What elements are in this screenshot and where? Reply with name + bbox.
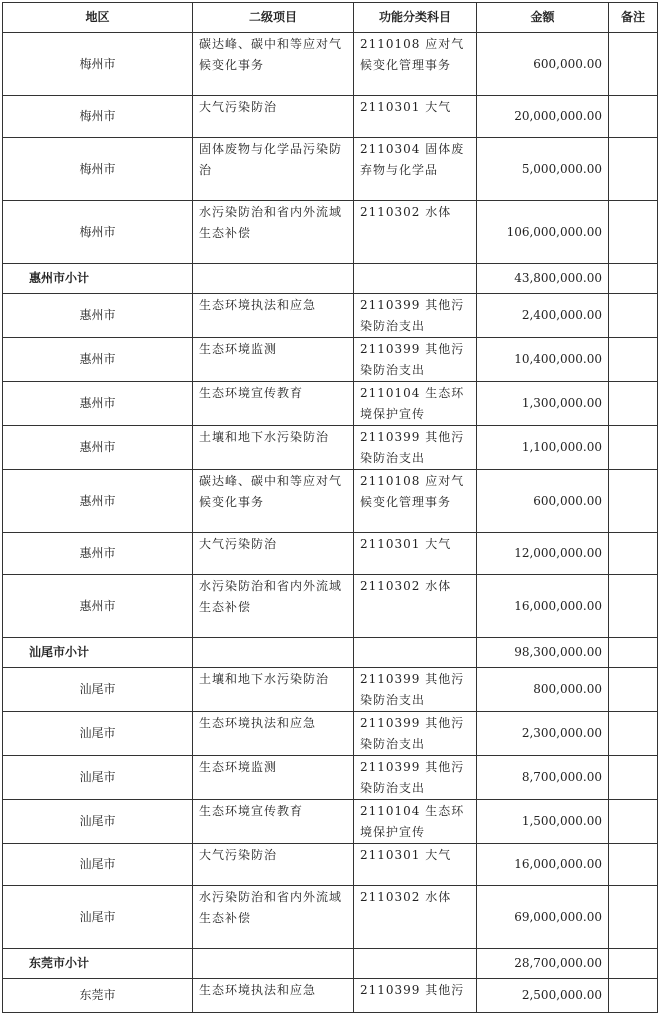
table-row xyxy=(3,382,658,426)
note-cell xyxy=(609,382,658,426)
func-cell: 2110104 生态环境保护宣传 xyxy=(354,800,477,844)
func-cell: 2110301 大气 xyxy=(354,533,477,575)
table-row xyxy=(3,138,658,201)
region-cell: 东莞市 xyxy=(3,979,193,1013)
item-cell: 碳达峰、碳中和等应对气候变化事务 xyxy=(193,470,354,533)
amount-cell: 2,400,000.00 xyxy=(477,294,609,338)
header-func: 功能分类科目 xyxy=(354,3,477,33)
amount-cell: 16,000,000.00 xyxy=(477,575,609,638)
func-cell: 2110399 其他污 xyxy=(354,979,477,1013)
func-cell: 2110399 其他污染防治支出 xyxy=(354,294,477,338)
amount-cell: 5,000,000.00 xyxy=(477,138,609,201)
subtotal-row xyxy=(3,264,658,294)
region-cell: 惠州市 xyxy=(3,575,193,638)
note-cell xyxy=(609,949,658,979)
budget-table xyxy=(2,2,658,1013)
item-cell: 生态环境宣传教育 xyxy=(193,382,354,426)
item-cell: 生态环境监测 xyxy=(193,338,354,382)
item-cell: 大气污染防治 xyxy=(193,533,354,575)
region-cell: 惠州市 xyxy=(3,294,193,338)
table-row xyxy=(3,668,658,712)
subtotal-label: 汕尾市小计 xyxy=(3,638,193,668)
table-row xyxy=(3,338,658,382)
item-cell: 碳达峰、碳中和等应对气候变化事务 xyxy=(193,33,354,96)
item-cell: 大气污染防治 xyxy=(193,96,354,138)
table-row xyxy=(3,201,658,264)
table-row xyxy=(3,886,658,949)
amount-cell: 600,000.00 xyxy=(477,33,609,96)
table-header-row xyxy=(3,3,658,33)
header-amount: 金额 xyxy=(477,3,609,33)
note-cell xyxy=(609,201,658,264)
region-cell: 梅州市 xyxy=(3,33,193,96)
subtotal-label: 惠州市小计 xyxy=(3,264,193,294)
region-cell: 惠州市 xyxy=(3,470,193,533)
func-cell: 2110108 应对气候变化管理事务 xyxy=(354,33,477,96)
amount-cell: 600,000.00 xyxy=(477,470,609,533)
item-cell: 水污染防治和省内外流域生态补偿 xyxy=(193,886,354,949)
note-cell xyxy=(609,886,658,949)
note-cell xyxy=(609,294,658,338)
table-row xyxy=(3,844,658,886)
func-cell: 2110399 其他污染防治支出 xyxy=(354,426,477,470)
subtotal-empty xyxy=(193,638,354,668)
subtotal-empty xyxy=(354,264,477,294)
item-cell: 大气污染防治 xyxy=(193,844,354,886)
func-cell: 2110302 水体 xyxy=(354,201,477,264)
note-cell xyxy=(609,96,658,138)
region-cell: 惠州市 xyxy=(3,338,193,382)
func-cell: 2110301 大气 xyxy=(354,96,477,138)
subtotal-empty xyxy=(354,638,477,668)
amount-cell: 2,300,000.00 xyxy=(477,712,609,756)
func-cell: 2110302 水体 xyxy=(354,575,477,638)
item-cell: 生态环境宣传教育 xyxy=(193,800,354,844)
amount-cell: 800,000.00 xyxy=(477,668,609,712)
region-cell: 汕尾市 xyxy=(3,668,193,712)
note-cell xyxy=(609,533,658,575)
note-cell xyxy=(609,575,658,638)
amount-cell: 16,000,000.00 xyxy=(477,844,609,886)
item-cell: 生态环境执法和应急 xyxy=(193,979,354,1013)
item-cell: 水污染防治和省内外流域生态补偿 xyxy=(193,575,354,638)
region-cell: 汕尾市 xyxy=(3,756,193,800)
amount-cell: 10,400,000.00 xyxy=(477,338,609,382)
func-cell: 2110108 应对气候变化管理事务 xyxy=(354,470,477,533)
item-cell: 土壤和地下水污染防治 xyxy=(193,426,354,470)
table-row xyxy=(3,533,658,575)
table-row xyxy=(3,756,658,800)
subtotal-amount: 28,700,000.00 xyxy=(477,949,609,979)
item-cell: 水污染防治和省内外流域生态补偿 xyxy=(193,201,354,264)
func-cell: 2110399 其他污染防治支出 xyxy=(354,756,477,800)
region-cell: 惠州市 xyxy=(3,533,193,575)
table-row xyxy=(3,979,658,1013)
note-cell xyxy=(609,470,658,533)
region-cell: 梅州市 xyxy=(3,201,193,264)
region-cell: 汕尾市 xyxy=(3,712,193,756)
subtotal-amount: 98,300,000.00 xyxy=(477,638,609,668)
item-cell: 土壤和地下水污染防治 xyxy=(193,668,354,712)
amount-cell: 106,000,000.00 xyxy=(477,201,609,264)
note-cell xyxy=(609,638,658,668)
table-row xyxy=(3,575,658,638)
amount-cell: 1,100,000.00 xyxy=(477,426,609,470)
note-cell xyxy=(609,756,658,800)
func-cell: 2110304 固体废弃物与化学品 xyxy=(354,138,477,201)
note-cell xyxy=(609,668,658,712)
region-cell: 汕尾市 xyxy=(3,844,193,886)
func-cell: 2110104 生态环境保护宣传 xyxy=(354,382,477,426)
note-cell xyxy=(609,138,658,201)
amount-cell: 1,500,000.00 xyxy=(477,800,609,844)
amount-cell: 12,000,000.00 xyxy=(477,533,609,575)
item-cell: 生态环境执法和应急 xyxy=(193,712,354,756)
func-cell: 2110302 水体 xyxy=(354,886,477,949)
region-cell: 汕尾市 xyxy=(3,886,193,949)
note-cell xyxy=(609,844,658,886)
amount-cell: 8,700,000.00 xyxy=(477,756,609,800)
item-cell: 固体废物与化学品污染防治 xyxy=(193,138,354,201)
table-row xyxy=(3,712,658,756)
table-row xyxy=(3,96,658,138)
note-cell xyxy=(609,338,658,382)
note-cell xyxy=(609,712,658,756)
note-cell xyxy=(609,264,658,294)
table-row xyxy=(3,33,658,96)
subtotal-empty xyxy=(354,949,477,979)
subtotal-amount: 43,800,000.00 xyxy=(477,264,609,294)
amount-cell: 1,300,000.00 xyxy=(477,382,609,426)
header-item: 二级项目 xyxy=(193,3,354,33)
subtotal-empty xyxy=(193,949,354,979)
subtotal-label: 东莞市小计 xyxy=(3,949,193,979)
amount-cell: 69,000,000.00 xyxy=(477,886,609,949)
note-cell xyxy=(609,426,658,470)
func-cell: 2110399 其他污染防治支出 xyxy=(354,712,477,756)
subtotal-row xyxy=(3,949,658,979)
region-cell: 梅州市 xyxy=(3,138,193,201)
region-cell: 惠州市 xyxy=(3,382,193,426)
amount-cell: 2,500,000.00 xyxy=(477,979,609,1013)
header-region: 地区 xyxy=(3,3,193,33)
subtotal-row xyxy=(3,638,658,668)
item-cell: 生态环境监测 xyxy=(193,756,354,800)
amount-cell: 20,000,000.00 xyxy=(477,96,609,138)
func-cell: 2110399 其他污染防治支出 xyxy=(354,668,477,712)
table-row xyxy=(3,294,658,338)
table-row xyxy=(3,800,658,844)
region-cell: 汕尾市 xyxy=(3,800,193,844)
func-cell: 2110301 大气 xyxy=(354,844,477,886)
subtotal-empty xyxy=(193,264,354,294)
note-cell xyxy=(609,33,658,96)
table-row xyxy=(3,426,658,470)
header-note: 备注 xyxy=(609,3,658,33)
table-row xyxy=(3,470,658,533)
region-cell: 梅州市 xyxy=(3,96,193,138)
func-cell: 2110399 其他污染防治支出 xyxy=(354,338,477,382)
region-cell: 惠州市 xyxy=(3,426,193,470)
note-cell xyxy=(609,800,658,844)
note-cell xyxy=(609,979,658,1013)
item-cell: 生态环境执法和应急 xyxy=(193,294,354,338)
